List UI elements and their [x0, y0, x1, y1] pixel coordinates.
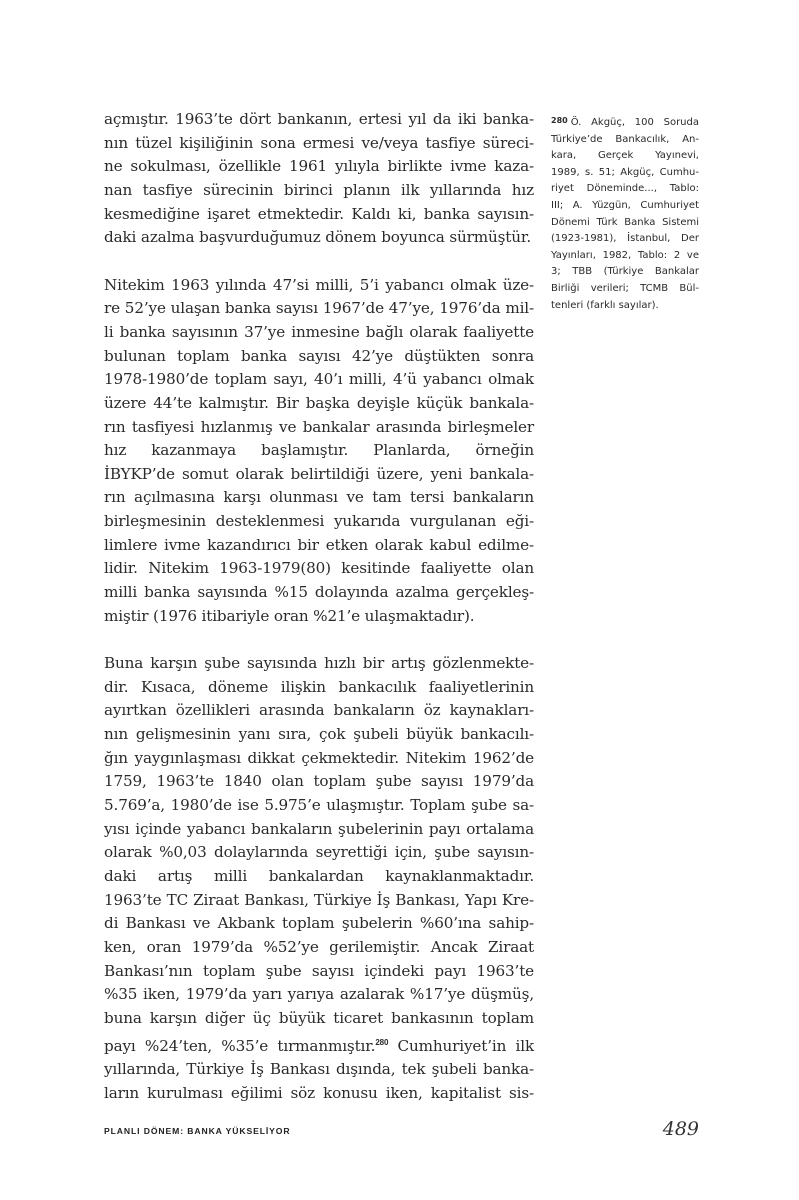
text-line: Nitekim 1963 yılında 47’si milli, 5’i yabancı olmak üze- — [104, 275, 534, 294]
text-line: rın açılmasına karşı olunması ve tam tersi bankaların — [104, 488, 534, 507]
text-line: lidir. Nitekim 1963-1979(80) kesitinde faaliyette olan — [104, 559, 534, 578]
paragraph-2 — [104, 274, 534, 629]
text-line: miştir (1976 itibariyle oran %21’e ulaşmaktadır). — [104, 606, 475, 625]
text-line: buna karşın diğer üç büyük ticaret bankasının toplam — [104, 1008, 534, 1027]
text-line: açmıştır. 1963’te dört bankanın, ertesi yıl da iki banka- — [104, 110, 534, 128]
paragraph-1 — [104, 108, 534, 250]
text-line: Buna karşın şube sayısında hızlı bir artış gözlenmekte- — [104, 654, 534, 673]
text-line: di Bankası ve Akbank toplam şubelerin %60’ına sahip- — [104, 914, 534, 933]
text-line: ken, oran 1979’da %52’ye gerilemiştir. Ancak Ziraat — [104, 937, 534, 956]
text-segment: Cumhuriyet’in ilk — [388, 1036, 534, 1055]
text-line: %35 iken, 1979’da yarı yarıya azalarak %17’ye düşmüş, — [104, 985, 534, 1004]
footnote-line: 1989, s. 51; Akgüç, Cumhu- — [551, 166, 699, 178]
footnote-line: tenleri (farklı sayılar). — [551, 299, 659, 311]
text-line: kesmediğine işaret etmektedir. Kaldı ki, banka sayısın- — [104, 204, 534, 223]
text-line-with-footnote-ref — [104, 1031, 534, 1059]
running-footer-title: PLANLI DÖNEM: BANKA YÜKSELİYOR — [104, 1126, 291, 1136]
text-line: 1978-1980’de toplam sayı, 40’ı milli, 4’ü yabancı olmak — [104, 370, 534, 389]
page-number: 489 — [662, 1118, 699, 1140]
text-line: nın gelişmesinin yanı sıra, çok şubeli büyük bankacılı- — [104, 725, 534, 744]
text-line: 1759, 1963’te 1840 olan toplam şube sayısı 1979’da — [104, 772, 534, 791]
text-line: dir. Kısaca, döneme ilişkin bankacılık faaliyetlerinin — [104, 677, 534, 696]
text-line: milli banka sayısında %15 dolayında azalma gerçekleş- — [104, 583, 534, 602]
text-line: daki azalma başvurduğumuz dönem boyunca sürmüştür. — [104, 228, 532, 247]
text-line: yısı içinde yabancı bankaların şubelerinin payı ortalama — [104, 819, 534, 838]
text-line: limlere ivme kazandırıcı bir etken olarak kabul edilme- — [104, 535, 534, 554]
footnote-line — [551, 113, 699, 132]
sidenote-280 — [551, 113, 699, 314]
text-line: İBYKP’de somut olarak belirtildiği üzere, yeni bankala- — [104, 464, 534, 483]
main-text-column — [104, 108, 534, 1129]
footnote-line: (1923-1981), İstanbul, Der — [551, 233, 699, 245]
paragraph-3 — [104, 652, 534, 1105]
text-line: üzere 44’te kalmıştır. Bir başka deyişle küçük bankala- — [104, 393, 534, 412]
footnote-text: Ö. Akgüç, 100 Soruda — [570, 117, 699, 128]
footnote-line: III; A. Yüzgün, Cumhuriyet — [551, 199, 699, 211]
text-line: hız kazanmaya başlamıştır. Planlarda, örneğin — [104, 441, 534, 460]
text-line: olarak %0,03 dolaylarında seyrettiği için, şube sayısın- — [104, 843, 534, 862]
footnote-line: kara, Gerçek Yayınevi, — [551, 150, 699, 162]
text-line: rın tasfiyesi hızlanmış ve bankalar arasında birleşmeler — [104, 417, 534, 436]
text-line: nan tasfiye sürecinin birinci planın ilk yıllarında hız — [104, 180, 534, 199]
text-line: 1963’te TC Ziraat Bankası, Türkiye İş Bankası, Yapı Kre- — [104, 890, 534, 909]
text-line: 5.769’a, 1980’de ise 5.975’e ulaşmıştır. Toplam şube sa- — [104, 796, 534, 814]
footnote-line: Dönemi Türk Banka Sistemi — [551, 216, 699, 228]
footnote-reference[interactable]: 280 — [375, 1037, 389, 1047]
text-line: bulunan toplam banka sayısı 42’ye düştükten sonra — [104, 346, 534, 365]
text-line: nın tüzel kişiliğinin sona ermesi ve/veya tasfiye süreci- — [104, 133, 534, 152]
text-line: ayırtkan özellikleri arasında bankaların öz kaynakları- — [104, 701, 534, 720]
footnote-line: Yayınları, 1982, Tablo: 2 ve — [551, 249, 699, 261]
footnote-line: 3; TBB (Türkiye Bankalar — [551, 266, 699, 278]
text-line: ğın yaygınlaşması dikkat çekmektedir. Nitekim 1962’de — [104, 748, 534, 767]
text-line: ların kurulması eğilimi söz konusu iken, kapitalist sis- — [104, 1083, 534, 1102]
text-segment: payı %24’ten, %35’e tırmanmıştır. — [104, 1036, 376, 1055]
footnote-line: Türkiye’de Bankacılık, An- — [551, 133, 699, 145]
text-line: re 52’ye ulaşan banka sayısı 1967’de 47’ye, 1976’da mil- — [104, 299, 534, 318]
footnote-line: Birliği verileri; TCMB Bül- — [551, 282, 699, 294]
text-line: Bankası’nın toplam şube sayısı içindeki payı 1963’te — [104, 961, 534, 980]
text-line: daki artış milli bankalardan kaynaklanmaktadır. — [104, 866, 534, 885]
text-line: yıllarında, Türkiye İş Bankası dışında, tek şubeli banka- — [104, 1060, 534, 1079]
footnote-number: 280 — [551, 116, 568, 125]
text-line: li banka sayısının 37’ye inmesine bağlı olarak faaliyette — [104, 322, 534, 341]
footnote-line: riyet Döneminde..., Tablo: — [551, 183, 699, 195]
text-line: birleşmesinin desteklenmesi yukarıda vurgulanan eği- — [104, 512, 534, 531]
text-line: ne sokulması, özellikle 1961 yılıyla birlikte ivme kaza- — [104, 157, 534, 176]
